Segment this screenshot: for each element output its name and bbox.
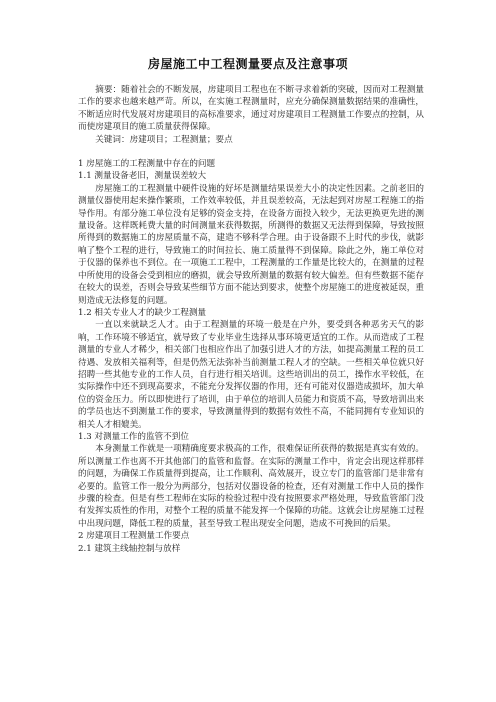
document-body [78, 84, 424, 555]
subsection-heading: 1.2 相关专业人才的缺少工程测量 [78, 307, 207, 318]
subsection-heading: 2.1 建筑主线轴控制与放样 [78, 543, 181, 554]
body-paragraph: 房屋施工的工程测量中硬件设施的好坏是测量结果误差大小的决定性因素。之前老旧的测量仪器使用起来操作繁琐，工作效率较低，并且误差较高，无法起到对房屋工程施工的指导作用。有部分施工单位没有足够的资金支持，在设备方面投入较少，无法更换更先进的测量设备。这样既耗费大量的时间测量来获得数据，所测得的数据又无法得到保障，导致按照所得到的数据施工的房屋质量不高，建造不够科学合理。由于设备跟不上时代的步伐，就影响了整个工程的进行，导致施工的时间拉长、施工质量得不到保障。除此之外，施工单位对于仪器的保养也不到位。在一项施工工程中，工程测量的工作量是比较大的，在测量的过程中所使用的设备会受到相应的磨损，就会导致所测量的数据有较大偏差。但有些数据不能存在较大的误差，否则会导致某些细节方面不能达到要求，使整个房屋施工的进度被延误，重则造成无法修复的问题。 [78, 183, 424, 306]
section-heading: 2 房建项目工程测量工作要点 [78, 531, 190, 542]
keywords-line: 关键词：房建项目；工程测量；要点 [95, 134, 233, 145]
body-paragraph: 本身测量工作就是一项精确度要求极高的工作，很难保证所获得的数据是真实有效的。所以测量工作也离不开其他部门的监管和监督。在实际的测量工作中，肯定会出现这样那样的问题，为确保工作质量得到提高，让工作顺利、高效展开，设立专门的监管部门是非常有必要的。监管工作一般分为两部分，包括对仪器设备的检查，还有对测量工作中人员的操作步骤的检查。但是有些工程师在实际的检验过程中没有按照要求严格处理，导致监管部门没有发挥实质性的作用，对整个工程的质量不能发挥一个保障的功能。这就会让房屋施工过程中出现问题，降低工程的质量，甚至导致工程出现安全问题，造成不可挽回的后果。 [78, 444, 424, 529]
section-heading: 1 房屋施工的工程测量中存在的问题 [78, 159, 216, 170]
abstract-paragraph: 摘要：随着社会的不断发展，房建项目工程也在不断寻求着新的突破，因而对工程测量工作的要求也越来越严苛。所以，在实施工程测量时，应充分确保测量数据结果的准确性，不断适应时代发展对房建项目的高标准要求，通过对房建项目工程测量工作要点的控制，从而使房建项目的施工质量获得保障。 [78, 85, 424, 133]
page-title: 房屋施工中工程测量要点及注意事项 [147, 57, 348, 71]
subsection-heading: 1.3 对测量工作的监管不到位 [78, 431, 189, 442]
subsection-heading: 1.1 测量设备老旧，测量误差较大 [78, 171, 207, 182]
body-paragraph: 一直以来就缺乏人才。由于工程测量的环境一般是在户外，要受到各种恶劣天气的影响，工作环境不够适宜，就导致了专业毕业生选择从事环境更适宜的工作。从而造成了工程测量的专业人才稀少，相关部门也相应作出了加强引进人才的方法，如提高测量工程的员工待遇、发放相关福利等，但是仍然无法弥补当前测量工程人才的空缺。一些相关单位就只好招聘一些其他专业的工作人员，自行进行相关培训。这些培训出的员工，操作水平较低，在实际操作中还不到现高要求，不能充分发挥仪器的作用，还有可能对仪器造成损坏，加大单位的资金压力。所以即使进行了培训，由于单位的培训人员能力和资质不高，导致培训出来的学员也达不到测量工作的要求，导致测量得到的数据有效性不高，不能同拥有专业知识的相关人才相媲美。 [78, 320, 424, 430]
